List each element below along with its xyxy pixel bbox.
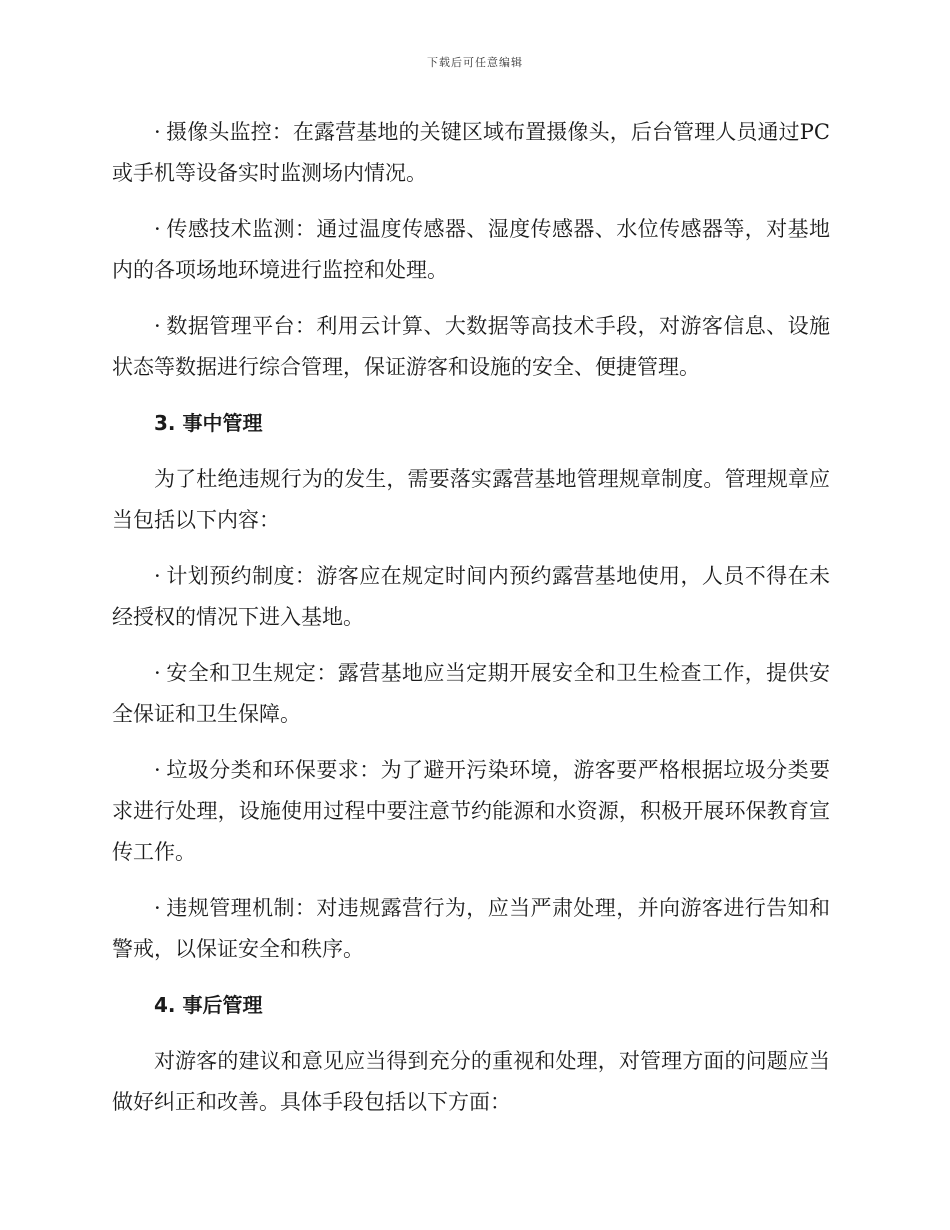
bullet-dot-icon: · (154, 564, 161, 588)
bullet-dot-icon: · (154, 120, 161, 144)
document-body (112, 112, 830, 1138)
bullet-sensor-monitoring (112, 209, 830, 291)
bullet-text: 安全和卫生规定：露营基地应当定期开展安全和卫生检查工作，提供安全保证和卫生保障。 (112, 661, 830, 726)
bullet-dot-icon: · (154, 314, 161, 338)
bullet-text: 传感技术监测：通过温度传感器、湿度传感器、水位传感器等，对基地内的各项场地环境进行监控和处理。 (112, 217, 830, 282)
bullet-reservation-system (112, 556, 830, 638)
bullet-dot-icon: · (154, 661, 161, 685)
bullet-text: 违规管理机制：对违规露营行为，应当严肃处理，并向游客进行告知和警戒，以保证安全和秩序。 (112, 896, 830, 961)
section-heading-4: 4. 事后管理 (154, 993, 263, 1017)
bullet-violation-mechanism (112, 888, 830, 970)
bullet-dot-icon: · (154, 758, 161, 782)
bullet-data-platform (112, 306, 830, 388)
bullet-text: 数据管理平台：利用云计算、大数据等高技术手段，对游客信息、设施状态等数据进行综合管理，保证游客和设施的安全、便捷管理。 (112, 314, 830, 379)
paragraph-feedback-intro: 对游客的建议和意见应当得到充分的重视和处理，对管理方面的问题应当做好纠正和改善。具体手段包括以下方面： (112, 1049, 830, 1114)
bullet-text: 垃圾分类和环保要求：为了避开污染环境，游客要严格根据垃圾分类要求进行处理，设施使用过程中要注意节约能源和水资源，积极开展环保教育宣传工作。 (112, 758, 830, 864)
section-heading-3: 3. 事中管理 (154, 411, 263, 435)
paragraph-rules-intro: 为了杜绝违规行为的发生，需要落实露营基地管理规章制度。管理规章应当包括以下内容： (112, 467, 830, 532)
bullet-safety-hygiene (112, 653, 830, 735)
bullet-dot-icon: · (154, 896, 161, 920)
bullet-waste-sorting (112, 750, 830, 873)
bullet-dot-icon: · (154, 217, 161, 241)
bullet-camera-monitoring (112, 112, 830, 194)
page-header-note: 下载后可任意编辑 (427, 56, 523, 69)
bullet-text: 计划预约制度：游客应在规定时间内预约露营基地使用，人员不得在未经授权的情况下进入基地。 (112, 564, 830, 629)
bullet-text: 摄像头监控：在露营基地的关键区域布置摄像头，后台管理人员通过PC或手机等设备实时监测场内情况。 (112, 120, 830, 185)
